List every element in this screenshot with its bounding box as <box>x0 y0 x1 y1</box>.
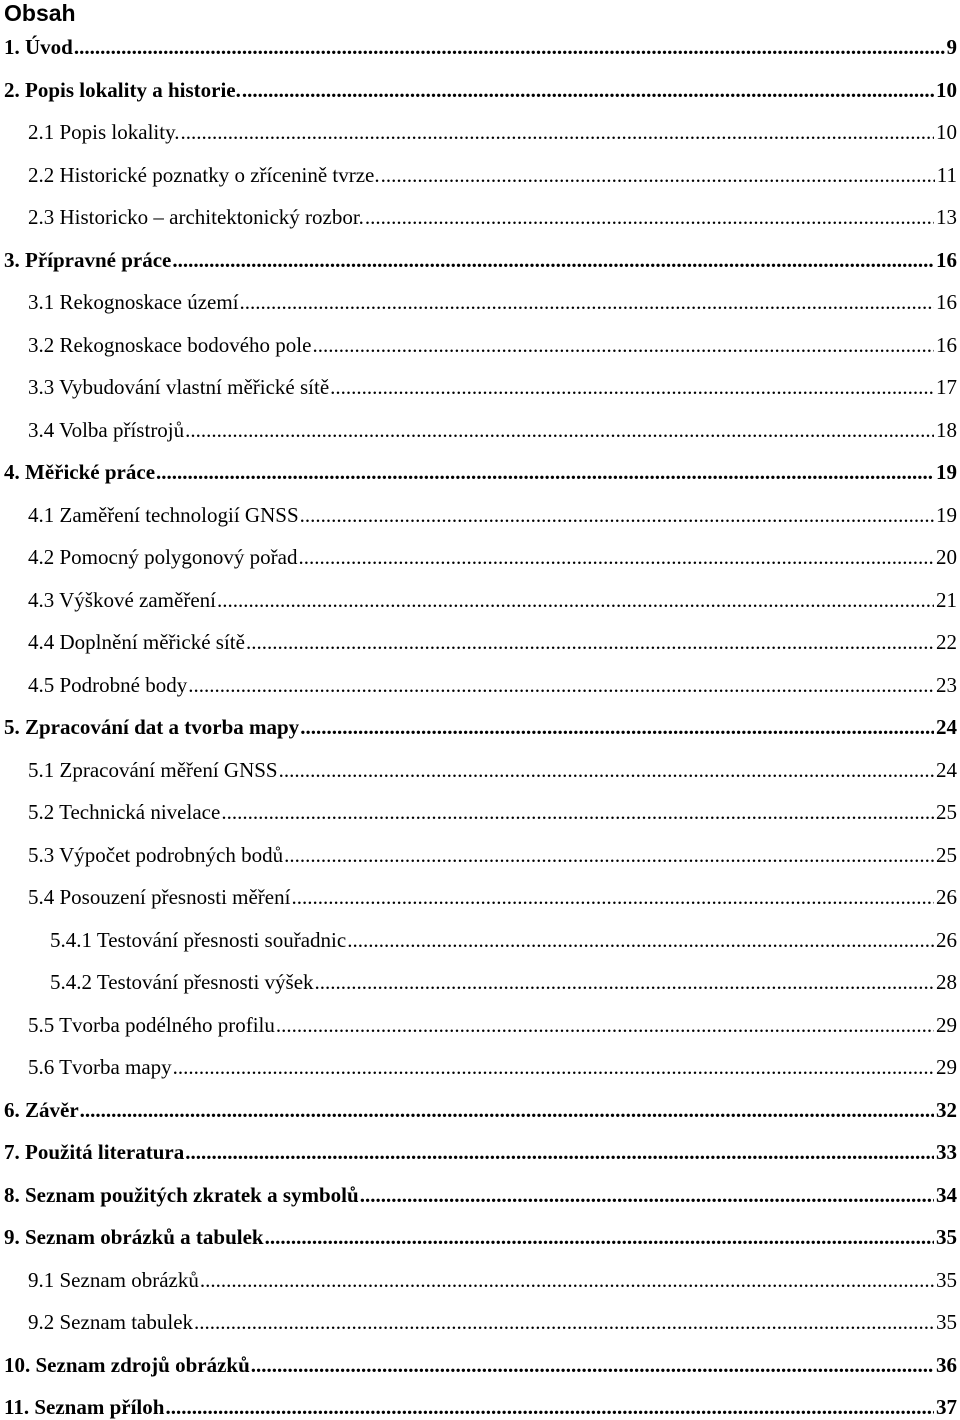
toc-dot-leader <box>173 1054 934 1080</box>
toc-entry[interactable] <box>4 1224 957 1250</box>
toc-dot-leader <box>194 1309 934 1335</box>
toc-entry-title: 5.2 Technická nivelace <box>28 800 221 824</box>
toc-dot-leader <box>347 927 934 953</box>
toc-entry[interactable] <box>28 672 957 698</box>
toc-entry-page: 29 <box>936 1055 957 1079</box>
toc-entry-page: 29 <box>936 1013 957 1037</box>
toc-entry[interactable] <box>28 1309 957 1335</box>
toc-entry-title: 3.1 Rekognoskace území <box>28 290 239 314</box>
toc-entry-page: 18 <box>936 418 957 442</box>
toc-dot-leader <box>217 587 934 613</box>
toc-entry-title: 2.2 Historické poznatky o zřícenině tvrze. <box>28 163 380 187</box>
toc-entry-page: 34 <box>936 1183 957 1207</box>
toc-entry-page: 32 <box>936 1098 957 1122</box>
toc-entry[interactable] <box>50 927 957 953</box>
toc-entry[interactable] <box>28 544 957 570</box>
toc-dot-leader <box>381 162 935 188</box>
toc-entry-page: 19 <box>936 460 957 484</box>
toc-dot-leader <box>365 204 934 230</box>
toc-entry[interactable] <box>28 629 957 655</box>
toc-entry[interactable] <box>28 757 957 783</box>
toc-entry-title: 11. Seznam příloh <box>4 1395 165 1419</box>
toc-entry-page: 26 <box>936 885 957 909</box>
toc-entry[interactable] <box>4 1394 957 1420</box>
toc-dot-leader <box>251 1352 934 1378</box>
toc-entry-page: 22 <box>936 630 957 654</box>
toc-entry-page: 26 <box>936 928 957 952</box>
toc-entry-page: 20 <box>936 545 957 569</box>
toc-entry-page: 9 <box>946 35 957 59</box>
toc-entry[interactable] <box>28 204 957 230</box>
toc-entry-page: 35 <box>936 1225 957 1249</box>
toc-entry[interactable] <box>28 332 957 358</box>
toc-entry[interactable] <box>28 162 957 188</box>
toc-dot-leader <box>300 502 934 528</box>
toc-entry-page: 10 <box>936 120 957 144</box>
toc-dot-leader <box>188 672 934 698</box>
toc-dot-leader <box>298 544 934 570</box>
toc-entry-page: 10 <box>936 78 957 102</box>
toc-dot-leader <box>265 1224 934 1250</box>
toc-entry[interactable] <box>4 459 957 485</box>
toc-dot-leader <box>279 757 934 783</box>
toc-entry[interactable] <box>28 587 957 613</box>
toc-entry[interactable] <box>4 1139 957 1165</box>
toc-entry-title: 3.3 Vybudování vlastní měřické sítě <box>28 375 330 399</box>
toc-entry-page: 19 <box>936 503 957 527</box>
toc-entry-page: 11 <box>936 163 957 187</box>
toc-entry-page: 23 <box>936 673 957 697</box>
toc-entry[interactable] <box>28 417 957 443</box>
toc-dot-leader <box>172 247 934 273</box>
toc-entry[interactable] <box>28 119 957 145</box>
toc-entry-page: 25 <box>936 843 957 867</box>
toc-dot-leader <box>156 459 934 485</box>
toc-entry-page: 16 <box>936 333 957 357</box>
toc-entry-page: 17 <box>936 375 957 399</box>
toc-entry-page: 33 <box>936 1140 957 1164</box>
toc-entry[interactable] <box>28 502 957 528</box>
toc-entry-title: 5.6 Tvorba mapy <box>28 1055 172 1079</box>
toc-entry[interactable] <box>28 374 957 400</box>
toc-entry-page: 36 <box>936 1353 957 1377</box>
toc-dot-leader <box>291 884 934 910</box>
toc-entry-page: 21 <box>936 588 957 612</box>
toc-entry[interactable] <box>28 289 957 315</box>
toc-dot-leader <box>74 34 945 60</box>
toc-entry-title: 4.1 Zaměření technologií GNSS <box>28 503 299 527</box>
toc-entry-page: 24 <box>936 715 957 739</box>
page-title: Obsah <box>4 0 76 26</box>
toc-dot-leader <box>185 417 934 443</box>
toc-entry-page: 35 <box>936 1268 957 1292</box>
toc-entry[interactable] <box>4 34 957 60</box>
toc-entry-title: 5.4 Posouzení přesnosti měření <box>28 885 291 909</box>
toc-entry[interactable] <box>4 1182 957 1208</box>
toc-entry-title: 2.1 Popis lokality. <box>28 120 180 144</box>
toc-dot-leader <box>312 332 934 358</box>
toc-entry-title: 4.2 Pomocný polygonový pořad <box>28 545 298 569</box>
toc-entry-page: 28 <box>936 970 957 994</box>
toc-entry[interactable] <box>28 799 957 825</box>
toc-entry-page: 24 <box>936 758 957 782</box>
toc-entry[interactable] <box>4 714 957 740</box>
toc-entry[interactable] <box>50 969 957 995</box>
toc-dot-leader <box>185 1139 934 1165</box>
toc-dot-leader <box>200 1267 934 1293</box>
toc-entry-page: 37 <box>936 1395 957 1419</box>
toc-entry-title: 9.1 Seznam obrázků <box>28 1268 199 1292</box>
toc-dot-leader <box>360 1182 934 1208</box>
toc-entry-title: 5. Zpracování dat a tvorba mapy <box>4 715 300 739</box>
toc-dot-leader <box>276 1012 934 1038</box>
toc-entry-title: 9. Seznam obrázků a tabulek <box>4 1225 264 1249</box>
toc-entry-page: 13 <box>936 205 957 229</box>
toc-entry-title: 8. Seznam použitých zkratek a symbolů <box>4 1183 359 1207</box>
toc-entry-title: 4.5 Podrobné body <box>28 673 188 697</box>
toc-entry-page: 16 <box>936 248 957 272</box>
toc-dot-leader <box>242 77 934 103</box>
toc-dot-leader <box>221 799 934 825</box>
toc-entry-title: 5.5 Tvorba podélného profilu <box>28 1013 275 1037</box>
toc-dot-leader <box>165 1394 934 1420</box>
toc-entry-title: 2.3 Historicko – architektonický rozbor. <box>28 205 364 229</box>
toc-entry[interactable] <box>28 842 957 868</box>
toc-entry-title: 7. Použitá literatura <box>4 1140 185 1164</box>
toc-entry-title: 4. Měřické práce <box>4 460 156 484</box>
toc-entry[interactable] <box>28 884 957 910</box>
toc-dot-leader <box>315 969 934 995</box>
toc-entry-title: 3.2 Rekognoskace bodového pole <box>28 333 312 357</box>
toc-entry-title: 5.3 Výpočet podrobných bodů <box>28 843 284 867</box>
toc-entry-title: 3. Přípravné práce <box>4 248 172 272</box>
toc-dot-leader <box>80 1097 934 1123</box>
toc-entry-title: 5.4.1 Testování přesnosti souřadnic <box>50 928 347 952</box>
toc-dot-leader <box>180 119 934 145</box>
toc-entry-page: 25 <box>936 800 957 824</box>
toc-entry-title: 6. Závěr <box>4 1098 79 1122</box>
toc-entry[interactable] <box>28 1054 957 1080</box>
toc-entry-title: 4.4 Doplnění měřické sítě <box>28 630 245 654</box>
toc-entry-page: 35 <box>936 1310 957 1334</box>
toc-dot-leader <box>330 374 934 400</box>
toc-dot-leader <box>300 714 934 740</box>
toc-entry-title: 10. Seznam zdrojů obrázků <box>4 1353 250 1377</box>
toc-entry-title: 5.1 Zpracování měření GNSS <box>28 758 278 782</box>
toc-entry[interactable] <box>4 1097 957 1123</box>
toc-dot-leader <box>246 629 934 655</box>
toc-entry[interactable] <box>28 1267 957 1293</box>
toc-entry-title: 4.3 Výškové zaměření <box>28 588 216 612</box>
toc-dot-leader <box>240 289 934 315</box>
toc-entry[interactable] <box>4 247 957 273</box>
toc-entry-title: 2. Popis lokality a historie. <box>4 78 241 102</box>
toc-entry[interactable] <box>4 77 957 103</box>
toc-entry-title: 9.2 Seznam tabulek <box>28 1310 194 1334</box>
toc-entry-title: 5.4.2 Testování přesnosti výšek <box>50 970 314 994</box>
toc-dot-leader <box>284 842 934 868</box>
toc-entry-title: 3.4 Volba přístrojů <box>28 418 185 442</box>
toc-entry-title: 1. Úvod <box>4 35 73 59</box>
toc-entry-page: 16 <box>936 290 957 314</box>
toc-entry[interactable] <box>4 1352 957 1378</box>
toc-entry[interactable] <box>28 1012 957 1038</box>
